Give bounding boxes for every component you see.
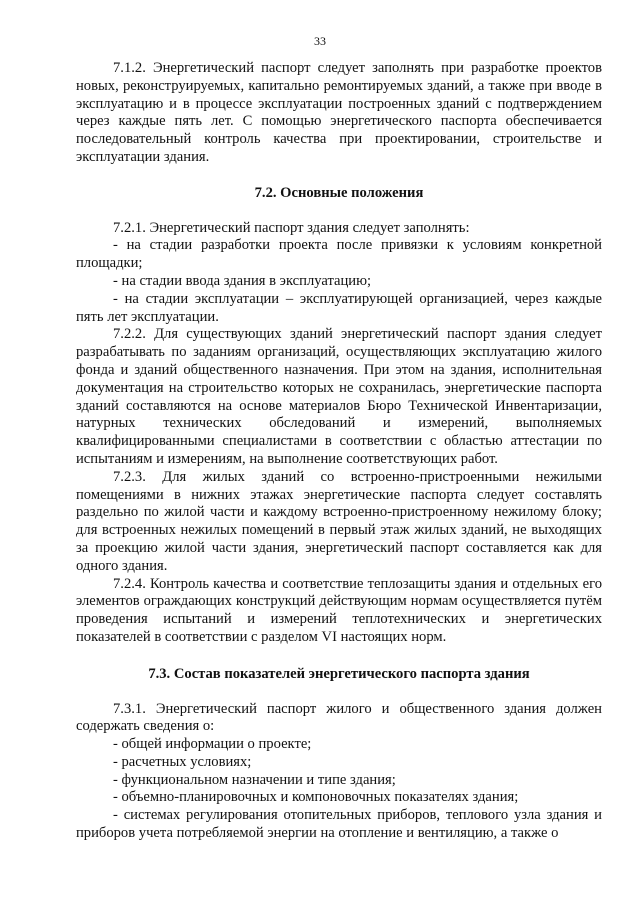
list-item: - расчетных условиях; — [113, 753, 252, 770]
list-item: - на стадии эксплуатации – эксплуатирующей организацией, через каждые пять лет эксплуатации. — [76, 290, 602, 325]
list-item: - общей информации о проекте; — [113, 736, 312, 753]
list-item: - системах регулирования отопительных приборов, теплового узла здания и приборов учета потребляемой энергии на отопление и вентиляцию, а также о — [76, 807, 602, 842]
paragraph-7-2-4: 7.2.4. Контроль качества и соответствие теплозащиты здания и отдельных его элементов ограждающих конструкций действующим нормам осуществляется путём проведения испытаний и измерений теплотехнических и энергетических показателей в соответствии с разделом VI настоящих норм. — [76, 575, 602, 645]
list-item: - функциональном назначении и типе здания; — [113, 771, 396, 788]
page-content — [76, 60, 602, 843]
paragraph-7-2-3: 7.2.3. Для жилых зданий со встроенно-пристроенными нежилыми помещениями в нижних этажах энергетические паспорта следует составлять раздельно по жилой части и каждому встроенно-пристроенному нежилому блоку; для встроенных нежилых помещений в первый этаж жилых зданий, не выходящих за проекцию жилой части здания, энергетический паспорт составляется как для одного здания. — [76, 468, 602, 574]
paragraph-7-2-1: 7.2.1. Энергетический паспорт здания следует заполнять: — [113, 219, 470, 236]
page-number: 33 — [314, 34, 326, 48]
list-item: - объемно-планировочных и компоновочных показателях здания; — [113, 789, 519, 806]
paragraph-7-3-1: 7.3.1. Энергетический паспорт жилого и общественного здания должен содержать сведения о: — [76, 700, 602, 735]
list-item: - на стадии разработки проекта после привязки к условиям конкретной площадки; — [76, 237, 602, 272]
section-heading-7-3: 7.3. Состав показателей энергетического паспорта здания — [148, 665, 530, 682]
paragraph-7-1-2: 7.1.2. Энергетический паспорт следует заполнять при разработке проектов новых, реконструируемых, капитально ремонтируемых зданий, а также при вводе в эксплуатацию и в процессе эксплуатации построенных зданий с подтверждением через каждые пять лет. С помощью энергетического паспорта обеспечивается последовательный контроль качества при проектировании, строительстве и эксплуатации здания. — [76, 60, 602, 165]
list-item: - на стадии ввода здания в эксплуатацию; — [113, 272, 372, 289]
paragraph-7-2-2: 7.2.2. Для существующих зданий энергетический паспорт здания следует разрабатывать по заданиям организаций, осуществляющих эксплуатацию жилого фонда и зданий общественного назначения. При этом на здания, исполнительная документация на строительство которых не сохранилась, энергетические паспорта зданий составляются на основе материалов Бюро Технической Инвентаризации, натурных технических обследований и измерений, выполняемых квалифицированными специалистами в соответствии с областью аттестации по испытаниям и измерениям, на выполнение соответствующих работ. — [76, 326, 602, 467]
section-heading-7-2: 7.2. Основные положения — [254, 184, 424, 201]
